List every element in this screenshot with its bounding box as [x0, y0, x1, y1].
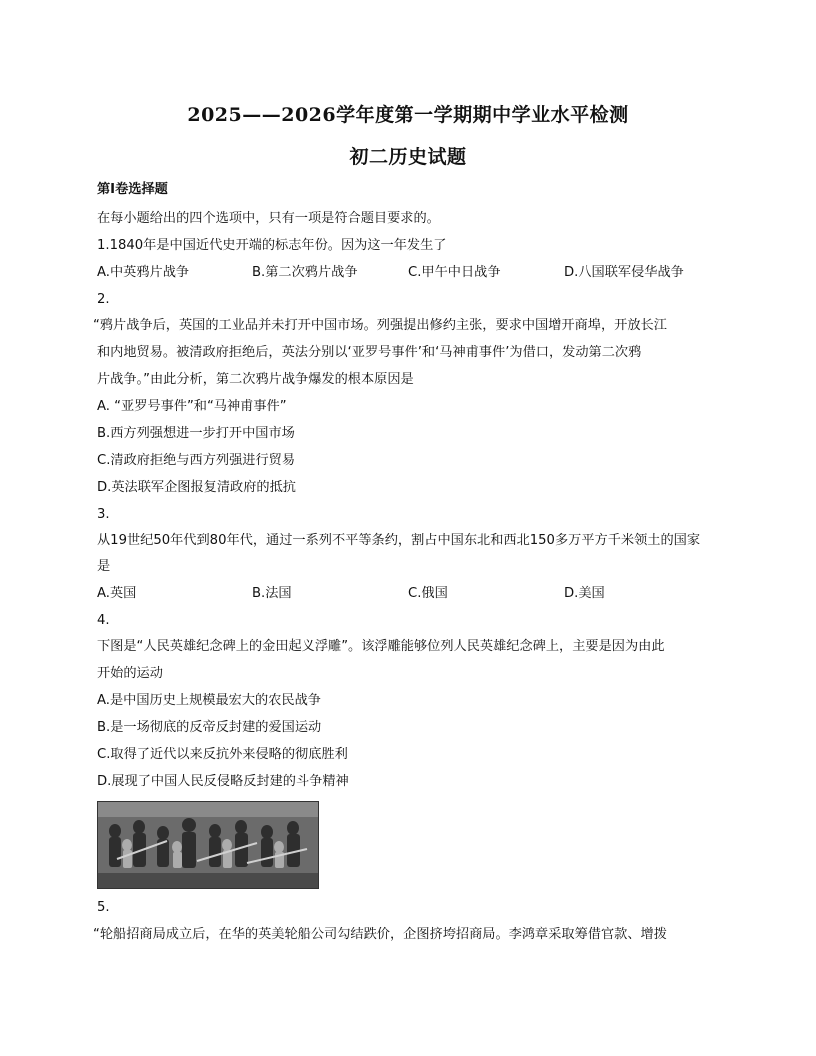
question-2-option-a: A. “亚罗号事件”和“马神甫事件”: [97, 399, 287, 414]
option-d: D.美国: [564, 586, 605, 601]
question-3-stem-line: 从19世纪50年代到80年代，通过一系列不平等条约，割占中国东北和西北150多万平方千米领土的国家: [97, 533, 701, 548]
question-2-option-d: D.英法联军企图报复清政府的抵抗: [97, 480, 296, 495]
section-heading: 第Ⅰ卷选择题: [97, 182, 168, 197]
option-c: C.俄国: [408, 586, 448, 601]
option-d: D.八国联军侵华战争: [564, 265, 684, 280]
option-b: B.第二次鸦片战争: [252, 265, 358, 280]
question-4-option-c: C.取得了近代以来反抗外来侵略的彻底胜利: [97, 747, 348, 762]
question-4-option-b: B.是一场彻底的反帝反封建的爱国运动: [97, 720, 322, 735]
option-a: A.中英鸦片战争: [97, 265, 190, 280]
question-4-stem-line: 下图是“人民英雄纪念碑上的金田起义浮雕”。该浮雕能够位列人民英雄纪念碑上，主要是因为由此: [97, 639, 665, 654]
exam-subtitle: 初二历史试题: [349, 146, 467, 168]
question-4-stem-line: 开始的运动: [97, 666, 163, 681]
section-instruction: 在每小题给出的四个选项中，只有一项是符合题目要求的。: [97, 211, 440, 226]
option-a: A.英国: [97, 586, 137, 601]
question-3-number: 3.: [97, 507, 110, 522]
question-2-option-c: C.清政府拒绝与西方列强进行贸易: [97, 453, 296, 468]
question-4-option-d: D.展现了中国人民反侵略反封建的斗争精神: [97, 774, 349, 789]
option-b: B.法国: [252, 586, 292, 601]
question-5-stem-line: “轮船招商局成立后，在华的英美轮船公司勾结跌价，企图挤垮招商局。李鸿章采取筹借官款、增拨: [93, 927, 667, 942]
question-1-stem: 1.1840年是中国近代史开端的标志年份。因为这一年发生了: [97, 238, 447, 253]
relief-sculpture-photo: [97, 801, 319, 889]
question-2-option-b: B.西方列强想进一步打开中国市场: [97, 426, 295, 441]
question-4-number: 4.: [97, 613, 110, 628]
question-2-stem-line: 片战争。”由此分析，第二次鸦片战争爆发的根本原因是: [97, 372, 414, 387]
option-c: C.甲午中日战争: [408, 265, 501, 280]
exam-title: 2025——2026学年度第一学期期中学业水平检测: [187, 104, 629, 126]
question-2-stem-line: 和内地贸易。被清政府拒绝后，英法分别以‘亚罗号事件’和‘马神甫事件’为借口，发动第二次鸦: [97, 345, 642, 360]
question-5-number: 5.: [97, 900, 110, 915]
question-3-stem-line: 是: [97, 559, 111, 574]
question-2-stem-line: “鸦片战争后，英国的工业品并未打开中国市场。列强提出修约主张，要求中国增开商埠，开放长江: [93, 318, 667, 333]
question-2-number: 2.: [97, 292, 110, 307]
question-4-option-a: A.是中国历史上规模最宏大的农民战争: [97, 693, 321, 708]
